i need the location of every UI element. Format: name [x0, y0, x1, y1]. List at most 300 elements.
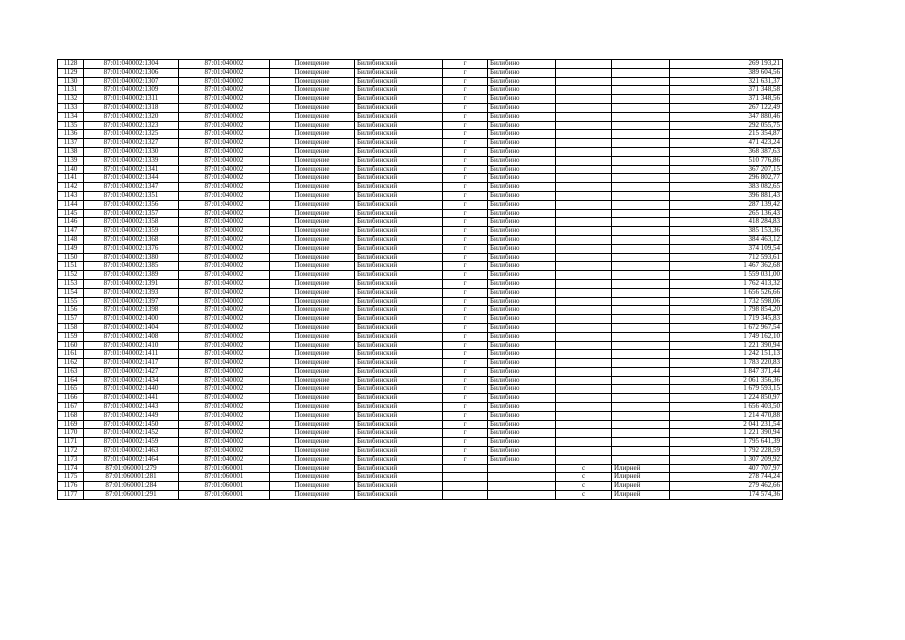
- cell-cadastral-value: 269 193,21: [670, 60, 783, 69]
- cell-cadastral-number: 87:01:040002:1441: [84, 394, 179, 403]
- table-row: [58, 323, 783, 332]
- cell-city: Билибино: [488, 183, 556, 192]
- cell-district: Билибинский: [355, 147, 443, 156]
- cell-settlement-type-city: г: [443, 403, 488, 412]
- cell-object-type: Помещение: [270, 438, 355, 447]
- cell-district: Билибинский: [355, 367, 443, 376]
- table-row: [58, 279, 783, 288]
- cell-object-type: Помещение: [270, 209, 355, 218]
- cell-district: Билибинский: [355, 429, 443, 438]
- cell-cadastral-number: 87:01:040002:1344: [84, 174, 179, 183]
- cell-object-type: Помещение: [270, 130, 355, 139]
- cell-row-number: 1160: [58, 341, 84, 350]
- cell-cadastral-quarter: 87:01:040002: [179, 323, 270, 332]
- cell-object-type: Помещение: [270, 235, 355, 244]
- cell-cadastral-quarter: 87:01:040002: [179, 209, 270, 218]
- cell-settlement-type-village: [556, 288, 612, 297]
- cell-settlement-type-city: г: [443, 376, 488, 385]
- table-row: [58, 262, 783, 271]
- cell-row-number: 1177: [58, 491, 84, 500]
- cell-district: Билибинский: [355, 235, 443, 244]
- cell-city: Билибино: [488, 147, 556, 156]
- cell-row-number: 1169: [58, 420, 84, 429]
- cell-cadastral-number: 87:01:040002:1397: [84, 297, 179, 306]
- cell-city: Билибино: [488, 429, 556, 438]
- cell-cadastral-value: 278 744,24: [670, 473, 783, 482]
- cell-cadastral-value: 1 214 470,88: [670, 411, 783, 420]
- cell-cadastral-quarter: 87:01:060001: [179, 473, 270, 482]
- cell-settlement-type-village: [556, 147, 612, 156]
- cell-settlement-type-city: г: [443, 447, 488, 456]
- cell-cadastral-value: 296 802,77: [670, 174, 783, 183]
- cell-city: Билибино: [488, 411, 556, 420]
- cell-city: Билибино: [488, 376, 556, 385]
- cell-cadastral-value: 1 792 228,59: [670, 447, 783, 456]
- cell-settlement-type-city: г: [443, 77, 488, 86]
- cell-city: Билибино: [488, 200, 556, 209]
- cell-cadastral-quarter: 87:01:040002: [179, 341, 270, 350]
- cell-cadastral-quarter: 87:01:040002: [179, 297, 270, 306]
- cell-cadastral-value: 1 798 854,20: [670, 306, 783, 315]
- cell-settlement-type-city: г: [443, 60, 488, 69]
- cell-village: [612, 103, 670, 112]
- cell-city: Билибино: [488, 121, 556, 130]
- cell-object-type: Помещение: [270, 323, 355, 332]
- cell-cadastral-quarter: 87:01:040002: [179, 235, 270, 244]
- cell-cadastral-number: 87:01:040002:1323: [84, 121, 179, 130]
- cell-row-number: 1139: [58, 156, 84, 165]
- cell-cadastral-quarter: 87:01:040002: [179, 411, 270, 420]
- cell-cadastral-number: 87:01:040002:1452: [84, 429, 179, 438]
- cell-district: Билибинский: [355, 376, 443, 385]
- cell-cadastral-quarter: 87:01:040002: [179, 438, 270, 447]
- cell-city: Билибино: [488, 103, 556, 112]
- cell-object-type: Помещение: [270, 464, 355, 473]
- cell-settlement-type-city: г: [443, 420, 488, 429]
- cell-cadastral-value: 1 847 371,44: [670, 367, 783, 376]
- table-row: [58, 271, 783, 280]
- cell-cadastral-number: 87:01:040002:1304: [84, 60, 179, 69]
- cell-cadastral-number: 87:01:040002:1385: [84, 262, 179, 271]
- cell-settlement-type-city: г: [443, 288, 488, 297]
- cell-cadastral-number: 87:01:040002:1339: [84, 156, 179, 165]
- cell-cadastral-quarter: 87:01:040002: [179, 227, 270, 236]
- cell-cadastral-quarter: 87:01:040002: [179, 218, 270, 227]
- cell-settlement-type-village: [556, 350, 612, 359]
- cell-cadastral-value: 1 467 362,68: [670, 262, 783, 271]
- cell-cadastral-value: 712 593,61: [670, 253, 783, 262]
- cell-settlement-type-city: г: [443, 394, 488, 403]
- cell-row-number: 1133: [58, 103, 84, 112]
- cell-object-type: Помещение: [270, 385, 355, 394]
- cell-cadastral-value: 2 041 231,54: [670, 420, 783, 429]
- table-row: [58, 394, 783, 403]
- cell-cadastral-value: 1 795 641,39: [670, 438, 783, 447]
- cell-village: [612, 174, 670, 183]
- cell-object-type: Помещение: [270, 227, 355, 236]
- cell-object-type: Помещение: [270, 103, 355, 112]
- cell-settlement-type-village: [556, 438, 612, 447]
- cell-row-number: 1149: [58, 244, 84, 253]
- table-row: [58, 420, 783, 429]
- cell-district: Билибинский: [355, 218, 443, 227]
- cell-settlement-type-city: [443, 491, 488, 500]
- cell-city: Билибино: [488, 306, 556, 315]
- cell-object-type: Помещение: [270, 112, 355, 121]
- cell-city: Билибино: [488, 235, 556, 244]
- cell-row-number: 1176: [58, 482, 84, 491]
- cell-village: [612, 411, 670, 420]
- cell-settlement-type-city: г: [443, 315, 488, 324]
- table-row: [58, 227, 783, 236]
- cell-district: Билибинский: [355, 315, 443, 324]
- cell-cadastral-number: 87:01:040002:1307: [84, 77, 179, 86]
- cell-city: Билибино: [488, 244, 556, 253]
- cell-city: Билибино: [488, 191, 556, 200]
- cell-row-number: 1171: [58, 438, 84, 447]
- cell-row-number: 1129: [58, 68, 84, 77]
- cell-village: [612, 147, 670, 156]
- cell-object-type: Помещение: [270, 200, 355, 209]
- cell-city: [488, 473, 556, 482]
- cell-object-type: Помещение: [270, 262, 355, 271]
- cell-cadastral-number: 87:01:040002:1449: [84, 411, 179, 420]
- cell-row-number: 1166: [58, 394, 84, 403]
- cell-village: [612, 394, 670, 403]
- cell-settlement-type-village: [556, 253, 612, 262]
- table-row: [58, 174, 783, 183]
- cell-cadastral-number: 87:01:060001:291: [84, 491, 179, 500]
- table-row: [58, 244, 783, 253]
- cell-settlement-type-village: [556, 112, 612, 121]
- cell-settlement-type-village: [556, 332, 612, 341]
- cell-settlement-type-city: [443, 473, 488, 482]
- cell-object-type: Помещение: [270, 165, 355, 174]
- cell-object-type: Помещение: [270, 121, 355, 130]
- cell-district: Билибинский: [355, 447, 443, 456]
- cell-cadastral-value: 1 672 967,54: [670, 323, 783, 332]
- cell-village: [612, 227, 670, 236]
- cell-district: Билибинский: [355, 482, 443, 491]
- cell-district: Билибинский: [355, 271, 443, 280]
- table-row: [58, 200, 783, 209]
- cell-cadastral-value: 1 719 345,83: [670, 315, 783, 324]
- cell-city: Билибино: [488, 455, 556, 464]
- cell-object-type: Помещение: [270, 244, 355, 253]
- cell-object-type: Помещение: [270, 86, 355, 95]
- cell-object-type: Помещение: [270, 183, 355, 192]
- cell-district: Билибинский: [355, 359, 443, 368]
- table-row: [58, 482, 783, 491]
- cell-cadastral-number: 87:01:040002:1309: [84, 86, 179, 95]
- cell-object-type: Помещение: [270, 288, 355, 297]
- cell-cadastral-quarter: 87:01:040002: [179, 174, 270, 183]
- cell-district: Билибинский: [355, 411, 443, 420]
- cell-object-type: Помещение: [270, 367, 355, 376]
- cell-settlement-type-village: [556, 315, 612, 324]
- cell-cadastral-number: 87:01:040002:1318: [84, 103, 179, 112]
- table-row: [58, 341, 783, 350]
- cell-settlement-type-city: г: [443, 227, 488, 236]
- cell-village: [612, 376, 670, 385]
- cell-village: [612, 156, 670, 165]
- table-row: [58, 191, 783, 200]
- cell-object-type: Помещение: [270, 315, 355, 324]
- cell-settlement-type-village: [556, 385, 612, 394]
- cell-settlement-type-city: г: [443, 385, 488, 394]
- cell-city: Билибино: [488, 156, 556, 165]
- table-row: [58, 359, 783, 368]
- cell-settlement-type-city: г: [443, 350, 488, 359]
- cell-city: Билибино: [488, 253, 556, 262]
- cell-district: Билибинский: [355, 279, 443, 288]
- cell-cadastral-quarter: 87:01:040002: [179, 350, 270, 359]
- cell-object-type: Помещение: [270, 341, 355, 350]
- cell-row-number: 1170: [58, 429, 84, 438]
- cell-row-number: 1154: [58, 288, 84, 297]
- cell-district: Билибинский: [355, 341, 443, 350]
- cell-village: [612, 68, 670, 77]
- cell-row-number: 1155: [58, 297, 84, 306]
- cell-row-number: 1175: [58, 473, 84, 482]
- cell-district: Билибинский: [355, 253, 443, 262]
- cell-row-number: 1130: [58, 77, 84, 86]
- cell-settlement-type-city: г: [443, 147, 488, 156]
- cell-cadastral-value: 174 574,36: [670, 491, 783, 500]
- cell-village: [612, 95, 670, 104]
- cell-row-number: 1148: [58, 235, 84, 244]
- cell-row-number: 1173: [58, 455, 84, 464]
- cell-settlement-type-village: [556, 86, 612, 95]
- cell-settlement-type-city: г: [443, 165, 488, 174]
- cell-cadastral-quarter: 87:01:040002: [179, 68, 270, 77]
- cell-row-number: 1150: [58, 253, 84, 262]
- table-row: [58, 376, 783, 385]
- cell-settlement-type-city: г: [443, 209, 488, 218]
- cell-row-number: 1163: [58, 367, 84, 376]
- cell-cadastral-value: 471 423,24: [670, 139, 783, 148]
- cell-settlement-type-city: г: [443, 68, 488, 77]
- table-row: [58, 455, 783, 464]
- cell-city: Билибино: [488, 420, 556, 429]
- table-row: [58, 103, 783, 112]
- cell-settlement-type-city: г: [443, 112, 488, 121]
- table-row: [58, 60, 783, 69]
- cell-district: Билибинский: [355, 288, 443, 297]
- cell-settlement-type-village: [556, 306, 612, 315]
- cell-object-type: Помещение: [270, 332, 355, 341]
- cell-cadastral-quarter: 87:01:040002: [179, 165, 270, 174]
- cell-cadastral-quarter: 87:01:040002: [179, 376, 270, 385]
- cell-cadastral-quarter: 87:01:040002: [179, 403, 270, 412]
- cell-city: Билибино: [488, 341, 556, 350]
- cell-cadastral-value: 1 732 598,06: [670, 297, 783, 306]
- cell-row-number: 1168: [58, 411, 84, 420]
- cell-row-number: 1140: [58, 165, 84, 174]
- cell-district: Билибинский: [355, 95, 443, 104]
- cell-settlement-type-village: [556, 279, 612, 288]
- table-row: [58, 350, 783, 359]
- cell-cadastral-quarter: 87:01:040002: [179, 262, 270, 271]
- cell-cadastral-quarter: 87:01:040002: [179, 60, 270, 69]
- cell-cadastral-quarter: 87:01:040002: [179, 183, 270, 192]
- cell-cadastral-quarter: 87:01:040002: [179, 200, 270, 209]
- cell-cadastral-number: 87:01:040002:1464: [84, 455, 179, 464]
- cell-settlement-type-village: [556, 394, 612, 403]
- table-row: [58, 95, 783, 104]
- cell-row-number: 1164: [58, 376, 84, 385]
- cell-district: Билибинский: [355, 60, 443, 69]
- cell-district: Билибинский: [355, 403, 443, 412]
- cell-settlement-type-village: [556, 77, 612, 86]
- table-row: [58, 139, 783, 148]
- cell-settlement-type-village: [556, 95, 612, 104]
- cell-settlement-type-village: [556, 411, 612, 420]
- cell-cadastral-number: 87:01:040002:1325: [84, 130, 179, 139]
- cell-object-type: Помещение: [270, 95, 355, 104]
- cell-village: [612, 332, 670, 341]
- cell-cadastral-number: 87:01:040002:1330: [84, 147, 179, 156]
- cell-city: Билибино: [488, 68, 556, 77]
- cell-village: [612, 350, 670, 359]
- cell-cadastral-number: 87:01:040002:1347: [84, 183, 179, 192]
- cell-object-type: Помещение: [270, 473, 355, 482]
- cell-settlement-type-city: г: [443, 103, 488, 112]
- cell-district: Билибинский: [355, 332, 443, 341]
- table-row: [58, 473, 783, 482]
- cell-village: [612, 367, 670, 376]
- cell-district: Билибинский: [355, 174, 443, 183]
- cell-settlement-type-city: г: [443, 323, 488, 332]
- cell-district: Билибинский: [355, 227, 443, 236]
- cell-settlement-type-city: г: [443, 244, 488, 253]
- table-row: [58, 306, 783, 315]
- cell-settlement-type-city: г: [443, 438, 488, 447]
- cell-district: Билибинский: [355, 183, 443, 192]
- cell-village: [612, 112, 670, 121]
- cell-cadastral-number: 87:01:040002:1368: [84, 235, 179, 244]
- cell-settlement-type-city: г: [443, 297, 488, 306]
- cell-cadastral-quarter: 87:01:040002: [179, 455, 270, 464]
- cell-settlement-type-village: [556, 455, 612, 464]
- cell-row-number: 1134: [58, 112, 84, 121]
- cell-cadastral-number: 87:01:060001:281: [84, 473, 179, 482]
- cell-cadastral-value: 418 284,83: [670, 218, 783, 227]
- cell-row-number: 1137: [58, 139, 84, 148]
- cell-cadastral-number: 87:01:040002:1389: [84, 271, 179, 280]
- cell-district: Билибинский: [355, 244, 443, 253]
- cell-cadastral-quarter: 87:01:040002: [179, 385, 270, 394]
- cell-district: Билибинский: [355, 156, 443, 165]
- cell-settlement-type-city: [443, 464, 488, 473]
- cell-row-number: 1172: [58, 447, 84, 456]
- cell-village: [612, 341, 670, 350]
- cell-row-number: 1132: [58, 95, 84, 104]
- cell-settlement-type-city: г: [443, 279, 488, 288]
- cell-settlement-type-village: [556, 68, 612, 77]
- cell-cadastral-value: 287 139,42: [670, 200, 783, 209]
- cell-cadastral-number: 87:01:040002:1398: [84, 306, 179, 315]
- cell-village: [612, 297, 670, 306]
- table-row: [58, 130, 783, 139]
- table-row: [58, 288, 783, 297]
- cell-settlement-type-village: [556, 156, 612, 165]
- cell-settlement-type-village: с: [556, 464, 612, 473]
- cell-village: Илирней: [612, 482, 670, 491]
- cell-city: Билибино: [488, 438, 556, 447]
- cell-settlement-type-village: [556, 447, 612, 456]
- cell-object-type: Помещение: [270, 174, 355, 183]
- cell-cadastral-quarter: 87:01:040002: [179, 244, 270, 253]
- cell-object-type: Помещение: [270, 376, 355, 385]
- cell-village: [612, 139, 670, 148]
- cell-object-type: Помещение: [270, 139, 355, 148]
- cell-settlement-type-village: [556, 200, 612, 209]
- cell-cadastral-quarter: 87:01:040002: [179, 139, 270, 148]
- cell-city: Билибино: [488, 394, 556, 403]
- table-body: [58, 60, 783, 500]
- cell-cadastral-value: 396 881,43: [670, 191, 783, 200]
- table-row: [58, 447, 783, 456]
- cell-cadastral-number: 87:01:040002:1400: [84, 315, 179, 324]
- cell-village: [612, 271, 670, 280]
- cell-cadastral-value: 374 109,54: [670, 244, 783, 253]
- cell-settlement-type-city: г: [443, 262, 488, 271]
- cell-settlement-type-city: г: [443, 235, 488, 244]
- table-row: [58, 209, 783, 218]
- cell-city: Билибино: [488, 165, 556, 174]
- cell-cadastral-quarter: 87:01:040002: [179, 359, 270, 368]
- cell-city: Билибино: [488, 350, 556, 359]
- cell-cadastral-number: 87:01:040002:1311: [84, 95, 179, 104]
- cell-city: Билибино: [488, 367, 556, 376]
- cell-cadastral-number: 87:01:040002:1459: [84, 438, 179, 447]
- cell-cadastral-quarter: 87:01:040002: [179, 77, 270, 86]
- cell-cadastral-number: 87:01:060001:284: [84, 482, 179, 491]
- cell-settlement-type-city: г: [443, 121, 488, 130]
- cell-district: Билибинский: [355, 297, 443, 306]
- cell-settlement-type-city: г: [443, 86, 488, 95]
- table-row: [58, 218, 783, 227]
- table-row: [58, 403, 783, 412]
- cell-settlement-type-city: г: [443, 191, 488, 200]
- cell-district: Билибинский: [355, 464, 443, 473]
- table-row: [58, 86, 783, 95]
- cell-cadastral-quarter: 87:01:040002: [179, 447, 270, 456]
- cell-row-number: 1161: [58, 350, 84, 359]
- cell-settlement-type-village: [556, 103, 612, 112]
- cell-city: Билибино: [488, 77, 556, 86]
- cell-cadastral-value: 383 082,65: [670, 183, 783, 192]
- cell-city: Билибино: [488, 262, 556, 271]
- cell-settlement-type-village: с: [556, 482, 612, 491]
- cell-city: Билибино: [488, 112, 556, 121]
- table-row: [58, 367, 783, 376]
- cell-row-number: 1151: [58, 262, 84, 271]
- cell-village: Илирней: [612, 491, 670, 500]
- cell-city: Билибино: [488, 332, 556, 341]
- cell-cadastral-number: 87:01:040002:1417: [84, 359, 179, 368]
- cell-row-number: 1141: [58, 174, 84, 183]
- cell-city: Билибино: [488, 218, 556, 227]
- cell-cadastral-value: 1 221 390,94: [670, 429, 783, 438]
- cell-district: Билибинский: [355, 112, 443, 121]
- cell-cadastral-number: 87:01:040002:1358: [84, 218, 179, 227]
- cell-row-number: 1147: [58, 227, 84, 236]
- table-row: [58, 121, 783, 130]
- cell-village: [612, 60, 670, 69]
- cell-settlement-type-city: г: [443, 174, 488, 183]
